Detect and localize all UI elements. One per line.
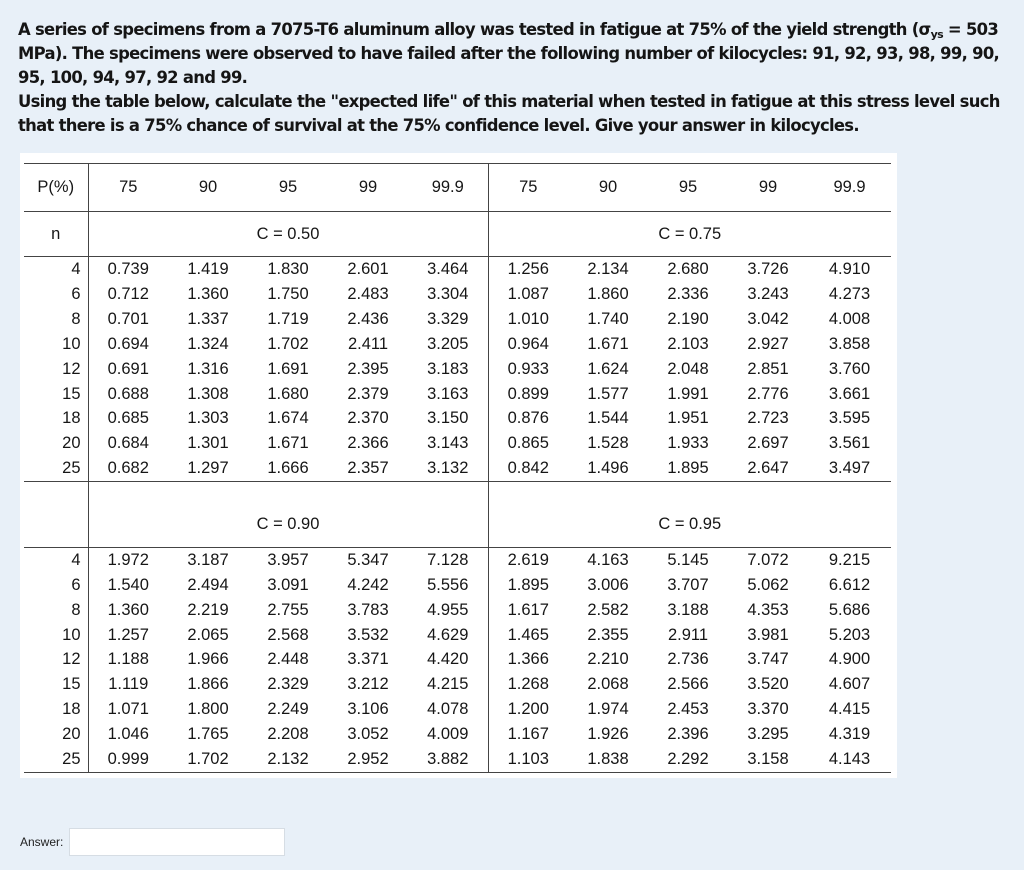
k-value-cell: 2.132 (248, 747, 328, 773)
sample-size-cell: 25 (24, 456, 88, 481)
k-value-cell: 0.688 (107, 384, 149, 403)
k-value-cell: 2.190 (667, 310, 709, 329)
k-value-cell: 2.379 (347, 384, 389, 403)
k-value-cell: 1.316 (187, 359, 229, 378)
k-value-cell: 3.957 (248, 548, 328, 573)
sample-size-cell: 6 (24, 282, 88, 307)
p-value-header: 75 (488, 164, 568, 212)
table-row (24, 332, 891, 357)
k-value-cell: 2.219 (187, 600, 229, 619)
block-gap-row (24, 482, 891, 503)
k-value-cell: 4.900 (828, 650, 871, 669)
k-value-cell: 5.203 (828, 625, 871, 644)
answer-input[interactable] (69, 828, 285, 856)
k-value-cell: 2.249 (267, 700, 309, 719)
k-value-cell: 0.685 (107, 409, 149, 428)
k-value-cell: 5.145 (648, 548, 728, 573)
k-value-cell: 3.006 (587, 575, 629, 594)
k-value-cell: 0.865 (507, 434, 549, 453)
k-value-cell: 2.601 (328, 257, 408, 282)
answer-label: Answer: (20, 835, 64, 849)
k-value-cell: 1.103 (488, 747, 568, 773)
k-value-cell: 3.882 (408, 747, 488, 773)
sample-size-cell: 20 (24, 722, 88, 747)
k-value-cell: 1.750 (267, 285, 309, 304)
p-value-header: 99.9 (408, 164, 488, 212)
k-value-cell: 2.927 (747, 334, 789, 353)
k-value-cell: 1.366 (507, 650, 549, 669)
k-value-cell: 3.520 (747, 675, 789, 694)
k-value-cell: 3.981 (747, 625, 789, 644)
k-value-cell: 7.128 (408, 548, 488, 573)
table-row (24, 697, 891, 722)
k-value-cell: 2.065 (187, 625, 229, 644)
k-value-cell: 1.297 (168, 456, 248, 481)
k-value-cell: 1.866 (187, 675, 229, 694)
k-value-cell: 4.415 (828, 700, 871, 719)
k-value-cell: 2.355 (587, 625, 629, 644)
k-value-cell: 3.329 (408, 307, 488, 332)
k-value-cell: 2.619 (488, 548, 568, 573)
k-value-cell: 1.465 (507, 625, 549, 644)
k-value-cell: 1.830 (248, 257, 328, 282)
k-value-cell: 3.188 (667, 600, 709, 619)
k-value-cell: 1.740 (587, 310, 629, 329)
table-row (24, 456, 891, 481)
k-value-cell: 7.072 (728, 548, 808, 573)
k-value-cell: 3.205 (408, 332, 488, 357)
table-row (24, 307, 891, 332)
p-value-header: 90 (568, 164, 648, 212)
k-value-cell: 1.719 (267, 310, 309, 329)
k-value-cell: 2.723 (747, 409, 789, 428)
k-value-cell: 1.577 (587, 384, 629, 403)
table-row (24, 648, 891, 673)
k-value-cell: 1.895 (507, 575, 549, 594)
k-value-cell: 3.042 (747, 310, 789, 329)
confidence-label-left: C = 0.90 (88, 502, 488, 547)
table-row (24, 407, 891, 432)
sample-size-cell: 8 (24, 307, 88, 332)
k-value-cell: 0.899 (507, 384, 549, 403)
tolerance-factor-table (24, 163, 891, 773)
table-row (24, 623, 891, 648)
k-value-cell: 1.087 (507, 285, 549, 304)
k-value-cell: 2.680 (648, 257, 728, 282)
k-value-cell: 3.760 (828, 359, 871, 378)
k-value-cell: 2.483 (347, 285, 389, 304)
k-value-cell: 3.243 (747, 285, 789, 304)
n-label: n (24, 211, 88, 257)
k-value-cell: 1.188 (107, 650, 149, 669)
table-row (24, 257, 891, 282)
k-value-cell: 3.212 (347, 675, 389, 694)
k-value-cell: 3.052 (347, 725, 389, 744)
sample-size-cell: 20 (24, 431, 88, 456)
k-value-cell: 2.568 (267, 625, 309, 644)
k-value-cell: 2.357 (328, 456, 408, 481)
confidence-label-right: C = 0.95 (658, 515, 722, 534)
k-value-cell: 2.436 (347, 310, 389, 329)
k-value-cell: 3.295 (747, 725, 789, 744)
k-value-cell: 1.933 (667, 434, 709, 453)
sample-size-cell: 8 (24, 598, 88, 623)
k-value-cell: 4.008 (828, 310, 871, 329)
k-value-cell: 6.612 (828, 575, 871, 594)
k-value-cell: 4.955 (408, 598, 488, 623)
k-value-cell: 0.712 (107, 285, 149, 304)
table-row (24, 672, 891, 697)
k-value-cell: 3.661 (828, 384, 871, 403)
sigma-symbol: σ (918, 20, 931, 39)
sample-size-cell: 15 (24, 382, 88, 407)
k-value-cell: 2.755 (267, 600, 309, 619)
question-paragraph-2: Using the table below, calculate the "expected life" of this material when tested in fatigue at this stress level such that there is a 75% chance of survival at the 75% confidence level. Give your answer in kilocycles. (18, 92, 1000, 135)
p-value-header: 90 (168, 164, 248, 212)
question-text (18, 18, 1008, 138)
k-value-cell: 1.071 (107, 700, 149, 719)
k-value-cell: 1.303 (187, 409, 229, 428)
p-value-header: 95 (648, 164, 728, 212)
k-value-cell: 1.167 (507, 725, 549, 744)
k-value-cell: 2.736 (667, 650, 709, 669)
k-value-cell: 4.607 (828, 675, 871, 694)
k-value-cell: 1.765 (187, 725, 229, 744)
k-value-cell: 1.301 (187, 434, 229, 453)
k-value-cell: 3.595 (828, 409, 871, 428)
table-row (24, 573, 891, 598)
sample-size-cell: 12 (24, 357, 88, 382)
k-value-cell: 2.697 (747, 434, 789, 453)
k-value-cell: 2.103 (667, 334, 709, 353)
confidence-label-row (24, 211, 891, 257)
k-value-cell: 3.091 (267, 575, 309, 594)
sample-size-cell: 10 (24, 623, 88, 648)
k-value-cell: 5.062 (747, 575, 789, 594)
k-value-cell: 1.360 (107, 600, 149, 619)
k-value-cell: 3.150 (408, 407, 488, 432)
confidence-label-row (24, 502, 891, 547)
k-value-cell: 1.337 (187, 310, 229, 329)
p-value-header: 99 (328, 164, 408, 212)
k-value-cell: 9.215 (808, 548, 891, 573)
k-value-cell: 3.561 (828, 434, 871, 453)
k-value-cell: 1.257 (107, 625, 149, 644)
table-row (24, 357, 891, 382)
k-value-cell: 4.242 (347, 575, 389, 594)
k-value-cell: 1.838 (568, 747, 648, 773)
k-value-cell: 4.910 (808, 257, 891, 282)
k-value-cell: 2.336 (667, 285, 709, 304)
k-value-cell: 1.974 (587, 700, 629, 719)
k-value-cell: 1.360 (187, 285, 229, 304)
k-value-cell: 0.694 (107, 334, 149, 353)
k-value-cell: 1.119 (108, 675, 149, 694)
k-value-cell: 4.273 (828, 285, 871, 304)
k-value-cell: 3.497 (808, 456, 891, 481)
k-value-cell: 3.532 (347, 625, 389, 644)
k-value-cell: 2.396 (667, 725, 709, 744)
k-value-cell: 2.453 (667, 700, 709, 719)
sample-size-cell: 4 (24, 257, 88, 282)
table-row (24, 282, 891, 307)
k-value-cell: 0.691 (107, 359, 149, 378)
k-value-cell: 1.680 (267, 384, 309, 403)
k-value-cell: 3.747 (747, 650, 789, 669)
p-header-row (24, 164, 891, 212)
k-value-cell: 1.496 (568, 456, 648, 481)
table-row (24, 382, 891, 407)
table-row (24, 548, 891, 573)
k-value-cell: 0.876 (507, 409, 549, 428)
confidence-label-left: C = 0.50 (88, 211, 488, 257)
k-value-cell: 3.143 (408, 431, 488, 456)
k-value-cell: 2.068 (587, 675, 629, 694)
k-value-cell: 1.419 (168, 257, 248, 282)
k-value-cell: 0.701 (107, 310, 149, 329)
k-value-cell: 1.951 (667, 409, 709, 428)
k-value-cell: 1.702 (168, 747, 248, 773)
k-value-cell: 1.624 (587, 359, 629, 378)
k-value-cell: 4.143 (808, 747, 891, 773)
k-value-cell: 4.215 (408, 672, 488, 697)
k-value-cell: 1.256 (488, 257, 568, 282)
table-row (24, 722, 891, 747)
k-value-cell: 2.395 (347, 359, 389, 378)
k-value-cell: 4.629 (408, 623, 488, 648)
k-value-cell: 4.353 (747, 600, 789, 619)
k-value-cell: 2.911 (667, 625, 709, 644)
k-value-cell: 4.319 (828, 725, 871, 744)
k-value-cell: 3.726 (728, 257, 808, 282)
table-row (24, 598, 891, 623)
answer-row (20, 828, 285, 856)
p-label: P(%) (24, 164, 88, 212)
k-value-cell: 2.329 (267, 675, 309, 694)
p-value-header: 75 (88, 164, 168, 212)
k-value-cell: 1.671 (587, 334, 629, 353)
k-value-cell: 1.972 (88, 548, 168, 573)
k-value-cell: 1.926 (587, 725, 629, 744)
k-value-cell: 3.163 (408, 382, 488, 407)
sigma-subscript: ys (930, 28, 943, 41)
k-value-cell: 2.411 (347, 334, 389, 353)
k-value-cell: 2.647 (728, 456, 808, 481)
k-value-cell: 1.046 (107, 725, 149, 744)
k-value-cell: 0.999 (88, 747, 168, 773)
k-value-cell: 2.566 (667, 675, 709, 694)
n-label (24, 502, 88, 547)
k-value-cell: 2.494 (187, 575, 229, 594)
k-value-cell: 0.684 (107, 434, 149, 453)
k-value-cell: 5.686 (828, 600, 871, 619)
k-value-cell: 1.674 (267, 409, 309, 428)
sample-size-cell: 4 (24, 548, 88, 573)
k-value-cell: 1.308 (187, 384, 229, 403)
k-value-cell: 1.528 (587, 434, 629, 453)
k-value-cell: 3.464 (408, 257, 488, 282)
k-value-cell: 1.895 (648, 456, 728, 481)
k-value-cell: 3.783 (347, 600, 389, 619)
k-value-cell: 3.370 (747, 700, 789, 719)
k-value-cell: 1.540 (107, 575, 149, 594)
k-value-cell: 4.420 (408, 648, 488, 673)
sample-size-cell: 25 (24, 747, 88, 773)
p-value-header: 99 (728, 164, 808, 212)
k-value-cell: 3.183 (408, 357, 488, 382)
k-value-cell: 0.682 (88, 456, 168, 481)
table-row (24, 431, 891, 456)
confidence-label-right: C = 0.75 (658, 224, 722, 243)
question-paragraph-1: A series of specimens from a 7075-T6 aluminum alloy was tested in fatigue at 75% of the yield strength ($\sigma_{ys} = 503$ MPa). The specimens were observed to have failed after the following number of kilocycles: 91, 92, 93, 98, 99, 90, 95, 100, 94, 97, 92 and 99. (18, 20, 1000, 87)
p-value-header: 99.9 (808, 164, 891, 212)
k-value-cell: 1.268 (507, 675, 549, 694)
k-value-cell: 2.851 (747, 359, 789, 378)
k-value-cell: 2.370 (347, 409, 389, 428)
k-value-cell: 3.371 (347, 650, 389, 669)
k-value-cell: 2.582 (587, 600, 629, 619)
sample-size-cell: 18 (24, 697, 88, 722)
k-value-cell: 1.991 (667, 384, 709, 403)
k-value-cell: 0.964 (507, 334, 549, 353)
k-value-cell: 3.158 (728, 747, 808, 773)
k-value-cell: 1.860 (587, 285, 629, 304)
k-value-cell: 1.324 (187, 334, 229, 353)
sample-size-cell: 10 (24, 332, 88, 357)
k-value-cell: 1.671 (267, 434, 309, 453)
k-value-cell: 0.933 (507, 359, 549, 378)
k-value-cell: 1.666 (248, 456, 328, 481)
sample-size-cell: 18 (24, 407, 88, 432)
k-value-cell: 2.048 (667, 359, 709, 378)
k-value-cell: 2.208 (267, 725, 309, 744)
k-value-cell: 2.292 (648, 747, 728, 773)
k-value-cell: 0.842 (488, 456, 568, 481)
k-value-cell: 5.347 (328, 548, 408, 573)
k-value-cell: 1.966 (187, 650, 229, 669)
k-value-cell: 1.010 (507, 310, 549, 329)
k-value-cell: 3.304 (408, 282, 488, 307)
k-value-cell: 1.200 (507, 700, 549, 719)
k-value-cell: 3.106 (347, 700, 389, 719)
sample-size-cell: 15 (24, 672, 88, 697)
tolerance-table-container (20, 153, 897, 778)
p-value-header: 95 (248, 164, 328, 212)
k-value-cell: 3.187 (168, 548, 248, 573)
k-value-cell: 5.556 (408, 573, 488, 598)
k-value-cell: 2.776 (747, 384, 789, 403)
sample-size-cell: 6 (24, 573, 88, 598)
k-value-cell: 1.702 (267, 334, 309, 353)
k-value-cell: 2.952 (328, 747, 408, 773)
k-value-cell: 2.134 (568, 257, 648, 282)
k-value-cell: 0.739 (88, 257, 168, 282)
k-value-cell: 1.800 (187, 700, 229, 719)
k-value-cell: 1.544 (587, 409, 629, 428)
k-value-cell: 4.078 (408, 697, 488, 722)
sample-size-cell: 12 (24, 648, 88, 673)
k-value-cell: 2.366 (347, 434, 389, 453)
k-value-cell: 4.163 (568, 548, 648, 573)
k-value-cell: 1.691 (267, 359, 309, 378)
k-value-cell: 2.448 (267, 650, 309, 669)
k-value-cell: 3.707 (667, 575, 709, 594)
k-value-cell: 1.617 (507, 600, 549, 619)
k-value-cell: 4.009 (408, 722, 488, 747)
k-value-cell: 2.210 (587, 650, 629, 669)
k-value-cell: 3.132 (408, 456, 488, 481)
table-row (24, 747, 891, 773)
k-value-cell: 3.858 (828, 334, 871, 353)
